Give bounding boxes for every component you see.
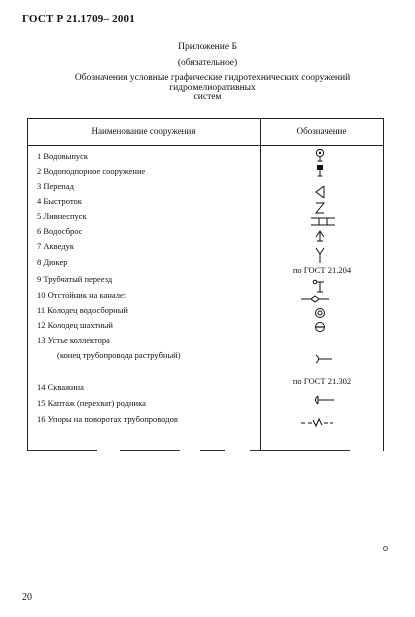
table-row: 2 Водоподпорное сооружение: [37, 166, 146, 176]
table-row: 16 Упоры на поворотах трубопроводов: [37, 414, 178, 424]
table-row: 4 Быстроток: [37, 196, 82, 206]
table-row: 8 Дюкер: [37, 257, 68, 267]
aqueduct-symbol-icon: [310, 247, 330, 265]
table-header-divider: [27, 145, 383, 146]
appendix-heading-line2: систем: [193, 92, 222, 102]
document-code: ГОСТ Р 21.1709– 2001: [22, 13, 135, 25]
storm-overflow-symbol-icon: [310, 214, 336, 230]
table-row: 14 Скважина: [37, 382, 84, 392]
chute-symbol-icon: [310, 201, 330, 215]
water-outlet-symbol-icon: [310, 148, 330, 162]
spillway-symbol-icon: [310, 230, 330, 246]
retaining-structure-symbol-icon: [310, 163, 330, 177]
drainage-well-symbol-icon: [310, 306, 330, 320]
shaft-well-symbol-icon: [310, 320, 330, 334]
table-bottom-edge: [200, 450, 225, 451]
table-column-divider: [260, 118, 261, 450]
table-row: 1 Водовыпуск: [37, 151, 89, 161]
page-number: 20: [22, 592, 32, 603]
drop-structure-symbol-icon: [310, 184, 330, 200]
table-row: 15 Каптаж (перехват) родника: [37, 398, 146, 408]
table-row: 11 Колодец водосборный: [37, 305, 128, 315]
table-bottom-edge: [27, 450, 97, 451]
appendix-status: (обязательное): [177, 58, 238, 68]
pipeline-thrust-block-symbol-icon: [300, 416, 334, 428]
table-bottom-edge: [250, 450, 350, 451]
table-row: 6 Водосброс: [37, 226, 83, 236]
column-header-symbol: Обозначение: [296, 126, 347, 136]
appendix-heading-line1: Обозначения условные графические гидротехнических сооружений гидромелиоративных: [74, 73, 351, 93]
column-header-name: Наименование сооружения: [91, 126, 196, 136]
table-bottom-edge: [120, 450, 180, 451]
table-row: 7 Акведук: [37, 241, 74, 251]
table-row: 10 Отстойник на канале:: [37, 290, 127, 300]
settling-tank-symbol-icon: [300, 293, 330, 305]
table-row: 3 Перепад: [37, 181, 74, 191]
standard-reference: по ГОСТ 21.204: [292, 265, 352, 275]
collector-outlet-symbol-icon: [310, 353, 334, 365]
table-row: 5 Ливнеспуск: [37, 211, 87, 221]
standard-reference: по ГОСТ 21.302: [292, 376, 352, 386]
table-row: 9 Трубчатый переезд: [37, 274, 113, 284]
table-row-continuation: (конец трубопровода раструбный): [57, 350, 181, 360]
table-row: 12 Колодец шахтный: [37, 320, 113, 330]
page-mark: [383, 546, 388, 551]
table-row: 13 Устье коллектора: [37, 335, 110, 345]
appendix-title: Приложение Б: [178, 42, 237, 52]
spring-capture-symbol-icon: [310, 394, 336, 406]
